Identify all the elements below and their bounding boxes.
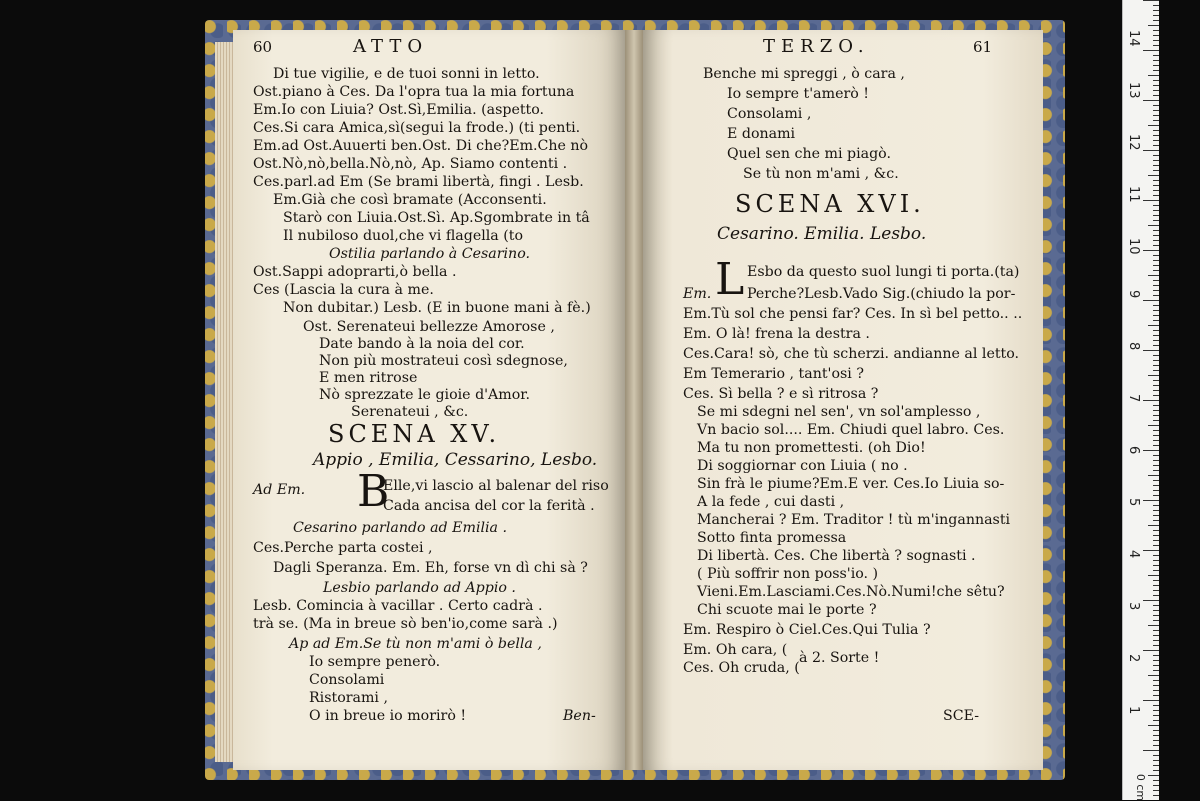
text-line: Benche mi spreggi , ò cara ,	[703, 66, 905, 82]
ruler-tick	[1153, 160, 1159, 161]
ruler-tick	[1143, 400, 1159, 401]
text-line: Ces (Lascia la cura à me.	[253, 282, 434, 298]
ruler-tick	[1153, 695, 1159, 696]
ruler-tick	[1148, 75, 1159, 76]
ruler-tick	[1153, 645, 1159, 646]
text-line: Ces. Sì bella ? e sì ritrosa ?	[683, 386, 879, 402]
ruler-tick	[1153, 690, 1159, 691]
ruler-label: 1	[1126, 706, 1141, 715]
ruler-tick	[1153, 660, 1159, 661]
text-line: Vieni.Em.Lasciami.Ces.Nò.Numi!che sêtu?	[697, 584, 1005, 600]
ruler-tick	[1153, 170, 1159, 171]
ruler-label: 9	[1126, 290, 1141, 299]
ruler-tick	[1153, 145, 1159, 146]
ruler-tick	[1153, 540, 1159, 541]
ruler-tick	[1153, 720, 1159, 721]
ruler-tick	[1153, 555, 1159, 556]
ruler-label: 11	[1126, 186, 1141, 203]
ruler-tick	[1143, 600, 1159, 601]
text-line: Em. O là! frena la destra .	[683, 326, 870, 342]
ruler-tick	[1153, 640, 1159, 641]
ruler-tick	[1153, 505, 1159, 506]
ruler-tick	[1153, 370, 1159, 371]
text-line: Starò con Liuia.Ost.Sì. Ap.Sgombrate in tâ	[283, 210, 590, 226]
text-line: Se tù non m'ami , &c.	[743, 166, 899, 182]
ruler-tick	[1153, 355, 1159, 356]
ruler-tick	[1153, 605, 1159, 606]
text-line: Serenateui , &c.	[351, 404, 469, 420]
ruler-tick	[1153, 35, 1159, 36]
text-line: Ost.piano à Ces. Da l'opra tua la mia fortuna	[253, 84, 575, 100]
ruler-tick	[1153, 460, 1159, 461]
ruler-tick	[1148, 725, 1159, 726]
ruler-tick	[1153, 320, 1159, 321]
text-line: Consolami	[309, 672, 385, 688]
text-line: à 2. Sorte !	[799, 650, 880, 666]
ruler-tick	[1153, 205, 1159, 206]
text-line: Ost.Nò,nò,bella.Nò,nò, Ap. Siamo contenti .	[253, 156, 568, 172]
ruler-tick	[1148, 175, 1159, 176]
ruler-tick	[1143, 150, 1159, 151]
ruler-tick	[1153, 515, 1159, 516]
text-line: Em Temerario , tant'osi ?	[683, 366, 864, 382]
text-line: Quel sen che mi piagò.	[727, 146, 891, 162]
ruler-tick	[1153, 415, 1159, 416]
text-line: Io sempre penerò.	[309, 654, 441, 670]
ruler-tick	[1153, 765, 1159, 766]
ruler-tick	[1143, 750, 1159, 751]
ruler-tick	[1153, 180, 1159, 181]
ruler-tick	[1153, 760, 1159, 761]
text-line: Di tue vigilie, e de tuoi sonni in letto.	[273, 66, 540, 82]
ruler-label: 6	[1126, 446, 1141, 455]
catchword: SCE-	[943, 708, 979, 724]
ruler-tick	[1153, 655, 1159, 656]
ruler-tick	[1153, 590, 1159, 591]
text-line: Elle,vi lascio al balenar del riso	[383, 478, 609, 494]
ruler-tick	[1153, 485, 1159, 486]
text-line: Nò sprezzate le gioie d'Amor.	[319, 387, 531, 403]
ruler-tick	[1153, 585, 1159, 586]
ruler-tick	[1153, 420, 1159, 421]
text-line: Ristorami ,	[309, 690, 388, 706]
text-line: O in breue io morirò !	[309, 708, 467, 724]
ruler-tick	[1153, 685, 1159, 686]
ruler-tick	[1153, 15, 1159, 16]
text-line: Perche?Lesb.Vado Sig.(chiudo la por-	[747, 286, 1016, 302]
ruler-tick	[1153, 430, 1159, 431]
ruler-tick	[1153, 630, 1159, 631]
ruler-tick	[1153, 290, 1159, 291]
ruler-tick	[1153, 270, 1159, 271]
text-line: Cesarino parlando ad Emilia .	[293, 520, 508, 536]
ruler-tick	[1148, 575, 1159, 576]
text-line: Sin frà le piume?Em.E ver. Ces.Io Liuia so-	[697, 476, 1005, 492]
ruler-tick	[1153, 85, 1159, 86]
ruler-tick	[1148, 225, 1159, 226]
ruler-tick	[1153, 520, 1159, 521]
ruler-tick	[1153, 285, 1159, 286]
ruler-tick	[1153, 470, 1159, 471]
ruler-tick	[1153, 345, 1159, 346]
ruler-tick	[1153, 280, 1159, 281]
ruler-tick	[1148, 625, 1159, 626]
ruler-tick	[1143, 300, 1159, 301]
ruler-tick	[1153, 560, 1159, 561]
ruler-tick	[1153, 570, 1159, 571]
ruler-tick	[1143, 550, 1159, 551]
ruler-label: 12	[1126, 134, 1141, 151]
ruler-tick	[1153, 310, 1159, 311]
page-number: 61	[973, 38, 993, 56]
ruler-tick	[1153, 260, 1159, 261]
ruler-tick	[1153, 80, 1159, 81]
ruler-tick	[1153, 410, 1159, 411]
text-line: Di libertà. Ces. Che libertà ? sognasti .	[697, 548, 976, 564]
ruler-tick	[1153, 580, 1159, 581]
ruler-tick	[1153, 440, 1159, 441]
text-line: Ces.Cara! sò, che tù scherzi. andianne al letto.	[683, 346, 1020, 362]
drop-cap: L	[715, 254, 745, 305]
ruler-tick	[1153, 185, 1159, 186]
ruler-tick	[1153, 530, 1159, 531]
ruler-tick	[1153, 435, 1159, 436]
text-line: Em.ad Ost.Auuerti ben.Ost. Di che?Em.Che nò	[253, 138, 589, 154]
ruler-tick	[1153, 130, 1159, 131]
ruler-tick	[1153, 110, 1159, 111]
ruler-tick	[1153, 565, 1159, 566]
ruler-tick	[1148, 275, 1159, 276]
text-line: Ces.parl.ad Em (Se brami libertà, fingi . Lesb.	[253, 174, 584, 190]
ruler-tick	[1153, 490, 1159, 491]
text-line: Lesbio parlando ad Appio .	[323, 580, 516, 596]
ruler-tick	[1153, 95, 1159, 96]
scena-characters: Appio , Emilia, Cessarino, Lesbo.	[313, 450, 598, 470]
ruler-tick	[1153, 190, 1159, 191]
text-line: Em.Io con Liuia? Ost.Sì,Emilia. (aspetto.	[253, 102, 545, 118]
ruler-label: 5	[1126, 498, 1141, 507]
text-line: Chi scuote mai le porte ?	[697, 602, 877, 618]
ruler-tick	[1153, 610, 1159, 611]
ruler-tick	[1148, 125, 1159, 126]
ruler-tick	[1148, 525, 1159, 526]
ruler-tick	[1153, 330, 1159, 331]
ruler-tick	[1148, 675, 1159, 676]
text-line: Em.	[683, 286, 712, 302]
ruler-label: 10	[1126, 238, 1141, 255]
scena-characters: Cesarino. Emilia. Lesbo.	[717, 224, 927, 244]
ruler-tick	[1153, 535, 1159, 536]
ruler-tick	[1148, 475, 1159, 476]
ruler-tick	[1153, 545, 1159, 546]
text-line: Ap ad Em.Se tù non m'ami ò bella ,	[289, 636, 542, 652]
ruler-tick	[1153, 90, 1159, 91]
ruler-tick	[1153, 390, 1159, 391]
text-line: E donami	[727, 126, 796, 142]
ruler-tick	[1153, 360, 1159, 361]
text-line: Em.Tù sol che pensi far? Ces. In sì bel petto.. ..	[683, 306, 1023, 322]
text-line: Sotto finta promessa	[697, 530, 847, 546]
left-page	[233, 30, 625, 770]
text-line: Date bando à la noia del cor.	[319, 336, 525, 352]
text-line: Ost.Sappi adoprarti,ò bella .	[253, 264, 457, 280]
ruler-tick	[1153, 220, 1159, 221]
ruler-tick	[1153, 230, 1159, 231]
ruler-tick	[1153, 105, 1159, 106]
ruler-tick	[1143, 650, 1159, 651]
ruler-label: 3	[1126, 602, 1141, 611]
gutter	[625, 30, 643, 770]
text-line: Non dubitar.) Lesb. (E in buone mani à fè.)	[283, 300, 591, 316]
ruler-tick	[1143, 250, 1159, 251]
ruler-tick	[1153, 135, 1159, 136]
catchword: Ben-	[563, 708, 596, 724]
running-header: TERZO.	[763, 36, 870, 57]
ruler-tick	[1148, 425, 1159, 426]
ruler-tick	[1153, 115, 1159, 116]
ruler-tick	[1153, 340, 1159, 341]
page-edges	[215, 42, 235, 762]
text-line: Ces.Perche parta costei ,	[253, 540, 433, 556]
ruler-tick	[1153, 55, 1159, 56]
ruler-tick	[1153, 770, 1159, 771]
ruler-tick	[1153, 365, 1159, 366]
ruler-tick	[1148, 25, 1159, 26]
ruler-tick	[1153, 495, 1159, 496]
ruler-tick	[1153, 60, 1159, 61]
ruler-tick	[1148, 775, 1159, 776]
ruler-tick	[1153, 595, 1159, 596]
ruler-tick	[1153, 265, 1159, 266]
ruler-label: 7	[1126, 394, 1141, 403]
ruler-tick	[1143, 200, 1159, 201]
running-header: ATTO	[353, 36, 429, 57]
ruler-tick	[1153, 745, 1159, 746]
text-line: Il nubiloso duol,che vi flagella (to	[283, 228, 524, 244]
text-line: Di soggiornar con Liuia ( no .	[697, 458, 908, 474]
ruler-tick	[1143, 0, 1159, 1]
ruler-label: 13	[1126, 82, 1141, 99]
ruler-tick	[1153, 780, 1159, 781]
right-page	[643, 30, 1043, 770]
ruler-tick	[1153, 40, 1159, 41]
text-line: Vn bacio sol.... Em. Chiudi quel labro. Ces.	[697, 422, 1005, 438]
scena-title: SCENA XVI.	[735, 190, 925, 218]
text-line: Ostilia parlando à Cesarino.	[329, 246, 531, 262]
ruler-tick	[1153, 5, 1159, 6]
text-line: E men ritrose	[319, 370, 418, 386]
ruler-tick	[1153, 785, 1159, 786]
text-line: Em. Oh cara, (	[683, 642, 788, 658]
ruler-label: 2	[1126, 654, 1141, 663]
ruler-tick	[1153, 380, 1159, 381]
book-spread	[205, 20, 1065, 780]
text-line: Non più mostrateui così sdegnose,	[319, 353, 568, 369]
ruler-tick	[1153, 730, 1159, 731]
ruler-tick	[1153, 405, 1159, 406]
ruler-label: 8	[1126, 342, 1141, 351]
ruler-tick	[1153, 680, 1159, 681]
ruler-tick	[1153, 45, 1159, 46]
ruler-tick	[1153, 70, 1159, 71]
text-line: trà se. (Ma in breue sò ben'io,come sarà .)	[253, 616, 558, 632]
ruler-tick	[1153, 10, 1159, 11]
ruler-tick	[1153, 315, 1159, 316]
ruler-tick	[1153, 735, 1159, 736]
ruler-tick	[1153, 445, 1159, 446]
ruler-tick	[1153, 245, 1159, 246]
ruler-tick	[1153, 120, 1159, 121]
ruler-tick	[1148, 375, 1159, 376]
ruler-tick	[1153, 155, 1159, 156]
text-line: Esbo da questo suol lungi ti porta.(ta)	[747, 264, 1020, 280]
page-number: 60	[253, 38, 273, 56]
ruler-tick	[1153, 140, 1159, 141]
ruler-tick	[1153, 620, 1159, 621]
ruler-tick	[1143, 700, 1159, 701]
ruler-tick	[1153, 755, 1159, 756]
text-line: Cada ancisa del cor la ferità .	[383, 498, 595, 514]
ruler-tick	[1143, 100, 1159, 101]
ruler-tick	[1153, 235, 1159, 236]
ruler-tick	[1153, 65, 1159, 66]
measuring-ruler	[1122, 0, 1159, 800]
text-line: Dagli Speranza. Em. Eh, forse vn dì chi sà ?	[273, 560, 588, 576]
ruler-tick	[1153, 710, 1159, 711]
text-line: Se mi sdegni nel sen', vn sol'amplesso ,	[697, 404, 981, 420]
ruler-tick	[1153, 165, 1159, 166]
ruler-tick	[1143, 50, 1159, 51]
ruler-tick	[1153, 615, 1159, 616]
ruler-label: 14	[1126, 30, 1141, 47]
ruler-tick	[1153, 335, 1159, 336]
text-line: Em. Respiro ò Ciel.Ces.Qui Tulia ?	[683, 622, 931, 638]
text-line: A la fede , cui dasti ,	[697, 494, 845, 510]
ruler-tick	[1153, 465, 1159, 466]
ruler-tick	[1143, 450, 1159, 451]
text-line: Ma tu non promettesti. (oh Dio!	[697, 440, 926, 456]
ruler-tick	[1153, 480, 1159, 481]
text-line: Lesb. Comincia à vacillar . Certo cadrà .	[253, 598, 543, 614]
ruler-tick	[1153, 455, 1159, 456]
ruler-tick	[1153, 20, 1159, 21]
ruler-tick	[1143, 500, 1159, 501]
text-line: Ces.Si cara Amica,sì(segui la frode.) (ti penti.	[253, 120, 581, 136]
ruler-tick	[1153, 715, 1159, 716]
ruler-tick	[1153, 215, 1159, 216]
ruler-tick	[1153, 705, 1159, 706]
ruler-tick	[1153, 240, 1159, 241]
text-line: Consolami ,	[727, 106, 812, 122]
ruler-tick	[1143, 350, 1159, 351]
ruler-tick	[1153, 295, 1159, 296]
ruler-tick	[1153, 665, 1159, 666]
ruler-tick	[1153, 255, 1159, 256]
ruler-tick	[1153, 395, 1159, 396]
ruler-tick	[1153, 740, 1159, 741]
ruler-tick	[1153, 195, 1159, 196]
ruler-tick	[1153, 210, 1159, 211]
text-line: Ces. Oh cruda, (	[683, 660, 800, 676]
drop-cap: B	[357, 466, 390, 517]
ruler-tick	[1153, 305, 1159, 306]
ruler-tick	[1153, 790, 1159, 791]
text-line: Mancherai ? Em. Traditor ! tù m'ingannasti	[697, 512, 1011, 528]
ruler-tick	[1153, 795, 1159, 796]
text-line: Io sempre t'amerò !	[727, 86, 869, 102]
ruler-label: 4	[1126, 550, 1141, 559]
ruler-tick	[1148, 325, 1159, 326]
text-line: Ad Em.	[253, 482, 306, 498]
ruler-tick	[1153, 30, 1159, 31]
ruler-tick	[1153, 635, 1159, 636]
scena-title: SCENA XV.	[328, 420, 501, 448]
text-line: Ost. Serenateui bellezze Amorose ,	[303, 319, 555, 335]
text-line: Em.Già che così bramate (Acconsenti.	[273, 192, 547, 208]
ruler-unit: 0 cm	[1134, 773, 1148, 801]
ruler-tick	[1153, 385, 1159, 386]
ruler-tick	[1153, 670, 1159, 671]
text-line: ( Più soffrir non poss'io. )	[697, 566, 879, 582]
ruler-tick	[1153, 510, 1159, 511]
